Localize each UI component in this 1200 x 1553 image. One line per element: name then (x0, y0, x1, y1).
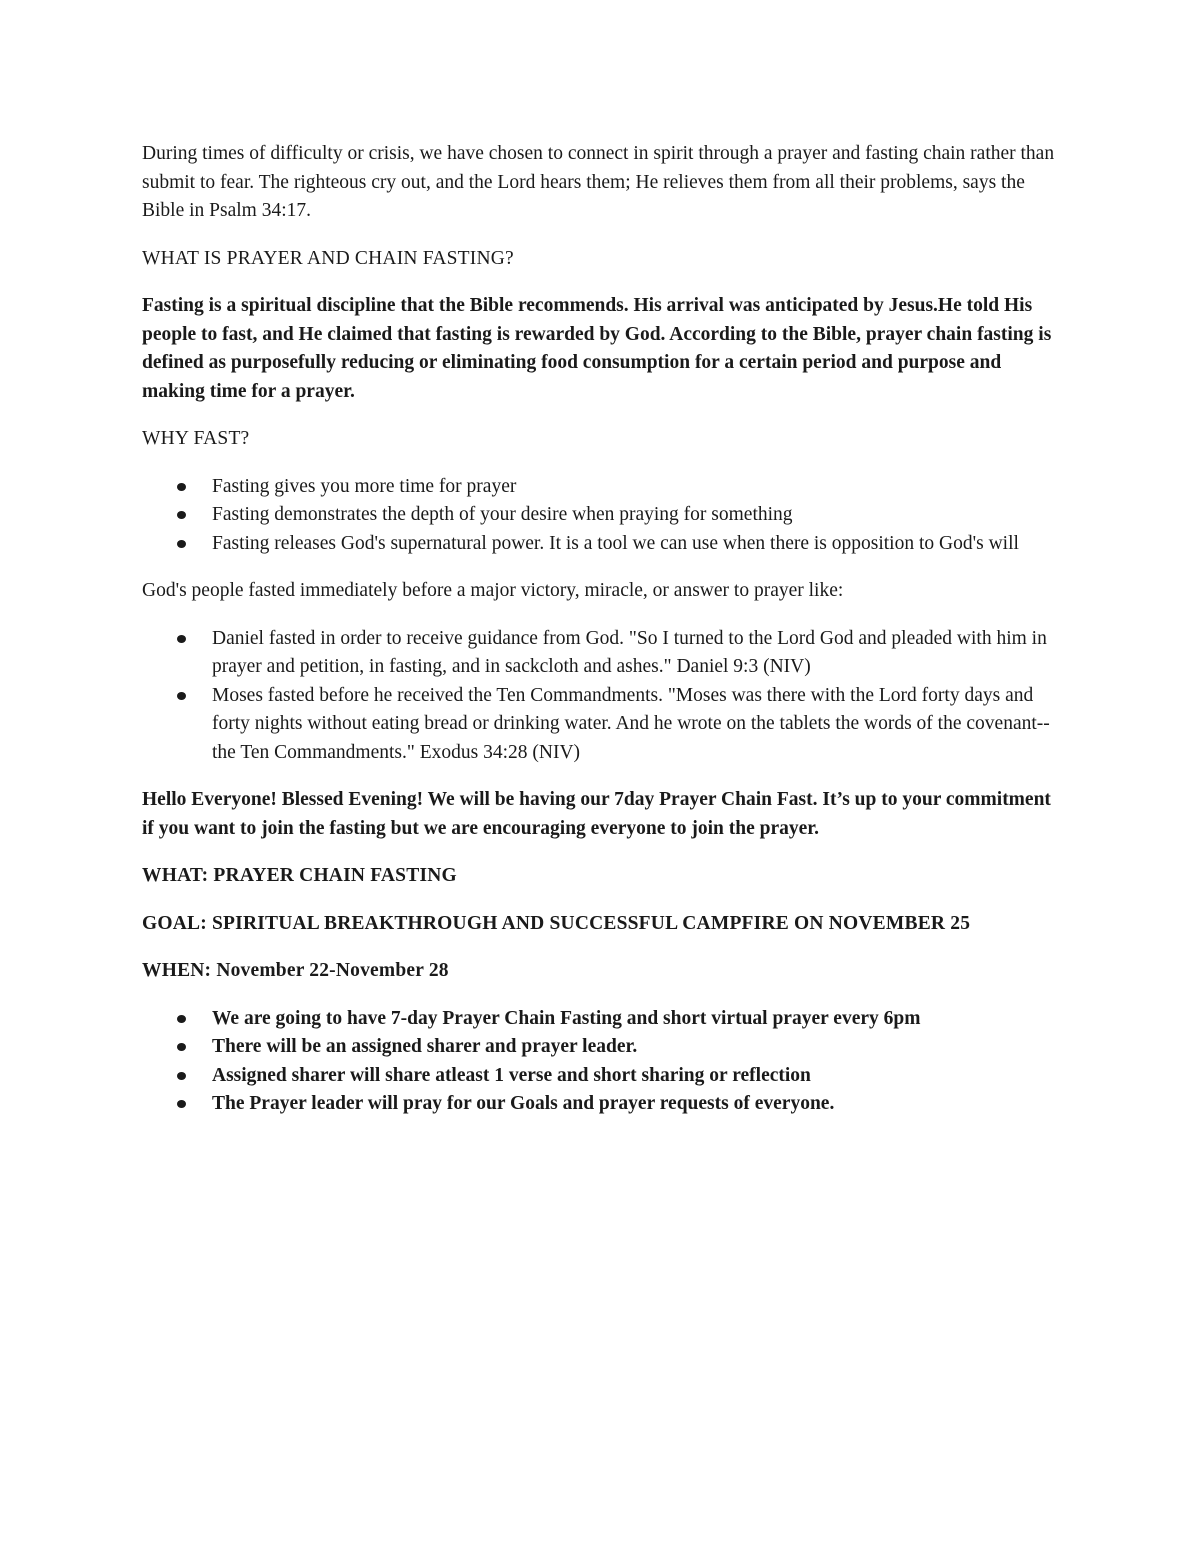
list-item-text: There will be an assigned sharer and prayer leader. (212, 1036, 638, 1057)
list-item-text: The Prayer leader will pray for our Goals and prayer requests of everyone. (212, 1093, 835, 1114)
goal-line: GOAL: SPIRITUAL BREAKTHROUGH AND SUCCESSFUL CAMPFIRE ON NOVEMBER 25 (142, 912, 971, 934)
list-item (142, 1033, 1062, 1062)
list-item (142, 1062, 1062, 1091)
when-line: WHEN: November 22-November 28 (142, 960, 449, 981)
examples-list (142, 625, 1062, 768)
bullet-icon (177, 1072, 186, 1080)
list-item-text: Fasting demonstrates the depth of your desire when praying for something (212, 504, 793, 525)
list-item-text: Moses fasted before he received the Ten Commandments. "Moses was there with the Lord forty days and forty nights without eating bread or drinking water. And he wrote on the tablets the words of the covenant--the Ten Commandments." Exodus 34:28 (NIV) (212, 684, 1050, 763)
list-item (142, 625, 1062, 682)
list-item (142, 682, 1062, 768)
intro-paragraph: During times of difficulty or crisis, we have chosen to connect in spirit through a prayer and fasting chain rather than submit to fear. The righteous cry out, and the Lord hears them; He relieves them from all their problems, says the Bible in Psalm 34:17. (142, 143, 1055, 221)
list-item (142, 1005, 1062, 1034)
list-item-text: Fasting releases God's supernatural power. It is a tool we can use when there is opposition to God's will (212, 532, 1019, 554)
list-item-text: We are going to have 7-day Prayer Chain Fasting and short virtual prayer every 6pm (212, 1007, 921, 1029)
plan-list (142, 1005, 1062, 1119)
what-line: WHAT: PRAYER CHAIN FASTING (142, 865, 457, 886)
list-item-text: Fasting gives you more time for prayer (212, 475, 517, 497)
list-item (142, 1090, 1062, 1119)
why-fast-list (142, 473, 1062, 559)
list-item (142, 501, 1062, 530)
heading-why-fast: WHY FAST? (142, 428, 250, 449)
bullet-icon (177, 692, 186, 700)
document-page (142, 140, 1062, 1138)
list-item (142, 530, 1062, 559)
bullet-icon (177, 483, 186, 491)
definition-paragraph: Fasting is a spiritual discipline that the Bible recommends. His arrival was anticipated by Jesus.He told His people to fast, and He claimed that fasting is rewarded by God. According to the Bible, prayer chain fasting is defined as purposefully reducing or eliminating food consumption for a certain period and purpose and making time for a prayer. (142, 295, 1052, 402)
bullet-icon (177, 1043, 186, 1051)
bullet-icon (177, 635, 186, 643)
bullet-icon (177, 540, 186, 548)
list-item-text: Daniel fasted in order to receive guidance from God. "So I turned to the Lord God and pleaded with him in prayer and petition, in fasting, and in sackcloth and ashes." Daniel 9:3 (NIV) (212, 627, 1047, 677)
bullet-icon (177, 511, 186, 519)
bullet-icon (177, 1100, 186, 1108)
list-item (142, 473, 1062, 502)
bullet-icon (177, 1015, 186, 1023)
announcement-paragraph: Hello Everyone! Blessed Evening! We will be having our 7day Prayer Chain Fast. It’s up to your commitment if you want to join the fasting but we are encouraging everyone to join the prayer. (142, 789, 1051, 839)
heading-what-is-prayer-chain-fasting: WHAT IS PRAYER AND CHAIN FASTING? (142, 247, 514, 269)
list-item-text: Assigned sharer will share atleast 1 verse and short sharing or reflection (212, 1064, 811, 1086)
examples-intro-paragraph: God's people fasted immediately before a major victory, miracle, or answer to prayer like: (142, 580, 844, 601)
